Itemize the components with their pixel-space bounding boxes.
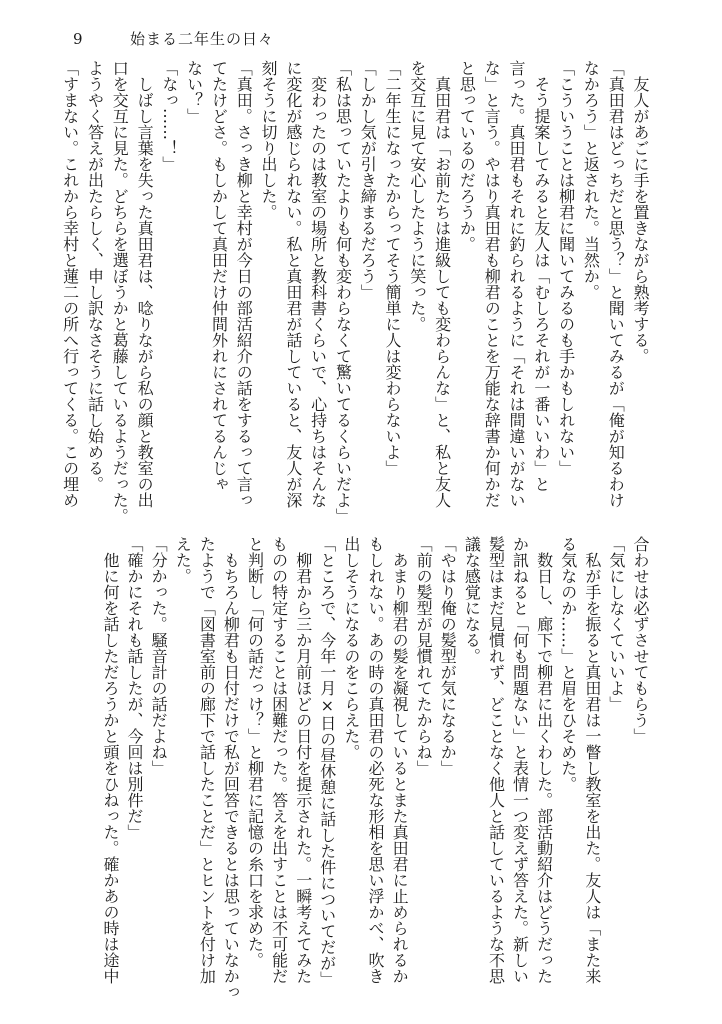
text-line: な」と言う。やはり真田君も柳君のことを万能な辞書か何かだ (482, 60, 502, 508)
running-title: 始まる二年生の日々 (130, 30, 275, 48)
text-line: 合わせは必ずさせてもらう」 (631, 536, 650, 744)
text-line: に変化が感じられない。私と真田君が話していると、友人が深 (283, 60, 303, 508)
text-line: 数日し、廊下で柳君に出くわした。部活動紹介はどうだった (534, 536, 554, 984)
text-line: 「真田君はどっちだと思う？」と聞いてみるが「俺が知るわけ (606, 60, 626, 508)
text-line: 友人があごに手を置きながら熟考する。 (631, 60, 650, 364)
text-line: えた。 (173, 536, 193, 584)
text-line: 「ところで、今年一月×日の昼休憩に話した件についてだが」 (317, 536, 337, 987)
text-line: 「こういうことは柳君に聞いてみるのも手かもしれない」 (556, 60, 576, 476)
text-line: 「前の髪型が見慣れてたからね」 (414, 536, 434, 776)
text-line: ものの特定することは困難だった。答えを出すことは不可能だ (269, 536, 289, 984)
text-line: 議な感覚になる。 (462, 536, 482, 664)
text-line: 他に何を話しただろうかと頭をひねった。確かあの時は途中 (100, 536, 120, 984)
text-line: 柳君から三か月前ほどの日付を提示された。一瞬考えてみた (293, 536, 313, 984)
text-line: 真田君は「お前たちは進級しても変わらんな」と、私と友人 (432, 60, 452, 508)
text-line: か訊ねると「何も問題ない」と表情一つ変えず答えた。新しい (510, 536, 530, 984)
text-line: ない？」 (184, 60, 204, 124)
text-line: と判断し「何の話だっけ？」と柳君に記憶の糸口を求めた。 (245, 536, 265, 968)
text-line: 「私は思っていたよりも何も変わらなくて驚いてるくらいだよ」 (333, 60, 353, 524)
text-line: あまり柳君の髪を凝視しているとまた真田君に止められるか (390, 536, 410, 984)
text-line: たようで「図書室前の廊下で話したことだ」とヒントを付け加 (197, 536, 217, 984)
text-line: 「確かにそれも話したが、今回は別件だ」 (125, 536, 145, 840)
lower-text-block (98, 536, 652, 1006)
text-line: 「真田。さっき柳と幸村が今日の部活紹介の話をするって言っ (234, 60, 254, 508)
text-line: しばし言葉を失った真田君は、唸りながら私の顔と教室の出 (135, 60, 155, 508)
text-line: 出しそうになるのをこらえた。 (341, 536, 361, 760)
text-line: る気なのか……」と眉をひそめた。 (558, 536, 578, 792)
text-line: 「すまない。これから幸村と蓮二の所へ行ってくる。この埋め (60, 60, 80, 508)
text-line: 「分かった。騒音計の話だよね」 (149, 536, 169, 776)
text-line: を交互に見て安心したように笑った。 (407, 60, 427, 332)
text-line: もちろん柳君も日付だけで私が回答できるとは思っていなかっ (221, 536, 241, 1000)
upper-text-block (57, 60, 652, 526)
text-line: 私が手を振ると真田君は一瞥し教室を出た。友人は「また来 (582, 536, 602, 984)
text-line: 「やはり俺の髪型が気になるか」 (438, 536, 458, 776)
text-line: ようやく答えが出たらしく、申し訳なさそうに話し始める。 (85, 60, 105, 492)
text-line: 変わったのは教室の場所と教科書くらいで、心持ちはそんな (308, 60, 328, 508)
text-line: 「二年生になったからってそう簡単に人は変わらないよ」 (383, 60, 403, 476)
text-line: てたけどさ。もしかして真田だけ仲間外れにされてるんじゃ (209, 60, 229, 492)
text-line: 髪型はまだ見慣れず、どことなく他人と話しているような不思 (486, 536, 506, 984)
text-line: 「気にしなくていいよ」 (606, 536, 626, 712)
text-line: 口を交互に見た。どちらを選ぼうかと葛藤しているようだった。 (110, 60, 130, 524)
page-number: 9 (73, 30, 83, 48)
text-line: 刻そうに切り出した。 (259, 60, 279, 220)
text-line: 「しかし気が引き締まるだろう」 (358, 60, 378, 300)
text-line: と思っているのだろうか。 (457, 60, 477, 252)
text-line: もしれない。あの時の真田君の必死な形相を思い浮かべ、吹き (365, 536, 385, 984)
text-line: そう提案してみると友人は「むしろそれが一番いいわ」と (531, 60, 551, 492)
text-line: なかろう」と返された。当然か。 (581, 60, 601, 300)
text-line: 「なっ……！」 (159, 60, 179, 172)
text-line: 言った。真田君もそれに釣られるように「それは間違いがない (507, 60, 527, 508)
